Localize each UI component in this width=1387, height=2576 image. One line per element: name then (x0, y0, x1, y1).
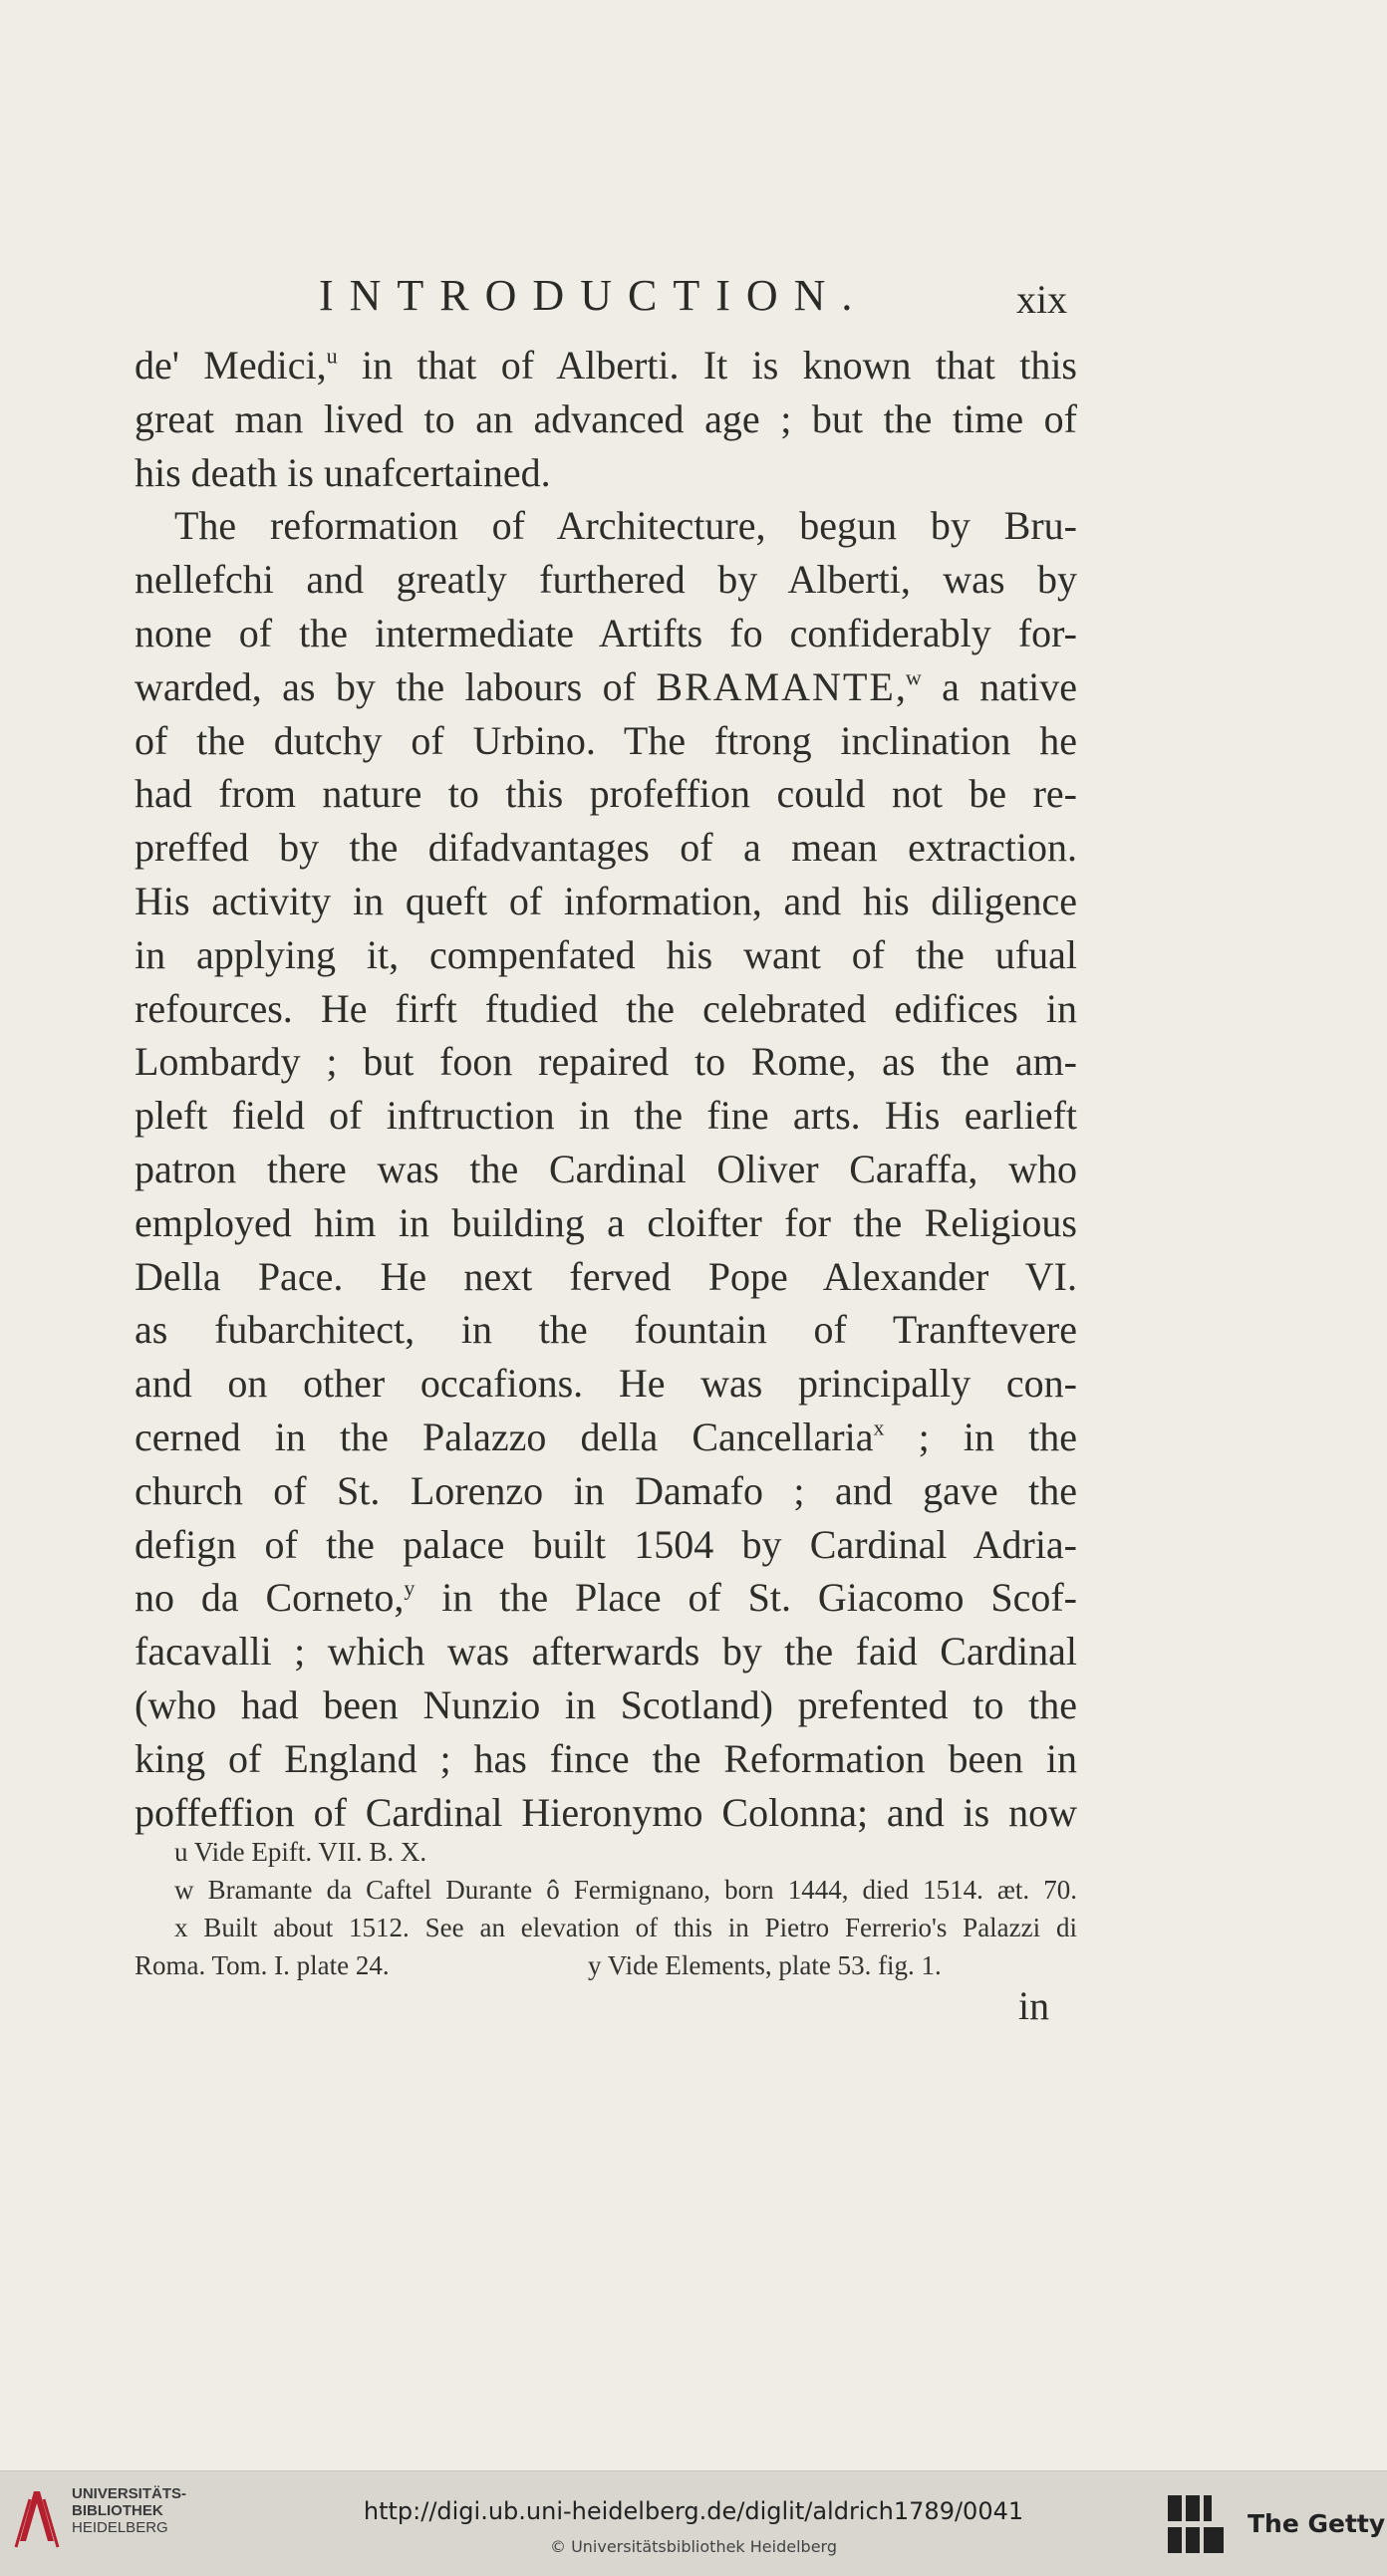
text-line: Della Pace. He next ferved Pope Alexander VI. (135, 1253, 1077, 1299)
svg-text:GETTY: GETTY (1186, 2553, 1206, 2559)
text-line: of the dutchy of Urbino. The ftrong inclination he (135, 717, 1077, 763)
text-line: patron there was the Cardinal Oliver Caraffa, who (135, 1146, 1077, 1191)
text-line: king of England ; has fince the Reformation been in (135, 1735, 1077, 1781)
text-line: (who had been Nunzio in Scotland) prefented to the (135, 1681, 1077, 1727)
catchword: in (1018, 1983, 1050, 2028)
page-header (0, 264, 1387, 334)
text-line: Lombardy ; but foon repaired to Rome, as the am- (135, 1039, 1077, 1085)
text-line: his death is unafcertained. (135, 449, 551, 495)
permalink-url[interactable]: http://digi.ub.uni-heidelberg.de/diglit/aldrich1789/0041 (363, 2497, 1024, 2525)
text-line: church of St. Lorenzo in Damafo ; and gave the (135, 1467, 1077, 1513)
text-line: refources. He firft ftudied the celebrated edifices in (135, 985, 1077, 1031)
text-line: warded, as by the labours of BRAMANTE,$^w$ a native (135, 663, 1077, 709)
text-line: preffed by the difadvantages of a mean extraction. (135, 825, 1077, 871)
footnote-x: x Built about 1512. See an elevation of this in Pietro Ferrerio's Palazzi di (174, 1913, 1077, 1942)
text-line: facavalli ; which was afterwards by the faid Cardinal (135, 1629, 1077, 1674)
text-line: The reformation of Architecture, begun by Bru- (174, 503, 1077, 549)
text-line: de' Medici,$^u$ in that of Alberti. It is known that this (135, 343, 1077, 387)
text-line: in applying it, compenfated his want of the ufual (135, 931, 1077, 977)
text-line: poffeffion of Cardinal Hieronymo Colonna; and is now (135, 1789, 1077, 1835)
text-line: had from nature to this profeffion could not be re- (135, 771, 1077, 817)
viewer-footer (0, 2470, 1387, 2576)
getty-logo-icon[interactable] (1164, 2489, 1228, 2559)
text-line: His activity in queft of information, and his diligence (135, 878, 1077, 923)
footnote-x-continued: Roma. Tom. I. plate 24. (135, 1950, 390, 1980)
text-line: as fubarchitect, in the fountain of Tranftevere (135, 1307, 1077, 1353)
footnote-y: y Vide Elements, plate 53. fig. 1. (588, 1950, 942, 1980)
footnote-u: u Vide Epift. VII. B. X. (174, 1837, 427, 1867)
running-title: INTRODUCTION. (319, 271, 869, 320)
library-name: UNIVERSITÄTS- BIBLIOTHEK HEIDELBERG (72, 2485, 187, 2536)
body-text (135, 339, 1077, 1839)
text-line: defign of the palace built 1504 by Cardinal Adria- (135, 1521, 1077, 1567)
footnotes (135, 1833, 1077, 1984)
text-line: nellefchi and greatly furthered by Alberti, was by (135, 557, 1077, 603)
text-line: pleft field of inftruction in the fine arts. His earlieft (135, 1093, 1077, 1139)
text-line: no da Corneto,$^y$ in the Place of St. Giacomo Scof- (135, 1575, 1078, 1621)
footnote-row (135, 1946, 1077, 1984)
footnote-w: w Bramante da Caftel Durante ô Fermignano, born 1444, died 1514. æt. 70. (174, 1875, 1077, 1905)
getty-name[interactable]: The Getty (1248, 2509, 1386, 2538)
text-line: employed him in building a cloifter for the Religious (135, 1199, 1077, 1245)
text-line: and on other occafions. He was principally con- (135, 1361, 1077, 1407)
copyright-notice: © Universitätsbibliothek Heidelberg (549, 2537, 837, 2556)
text-line: none of the intermediate Artifts fo confiderably for- (135, 610, 1077, 655)
page-number: xix (1016, 277, 1068, 322)
text-line: great man lived to an advanced age ; but the time of (135, 395, 1077, 441)
text-line: cerned in the Palazzo della Cancellaria$^x$ ; in the (135, 1414, 1077, 1459)
